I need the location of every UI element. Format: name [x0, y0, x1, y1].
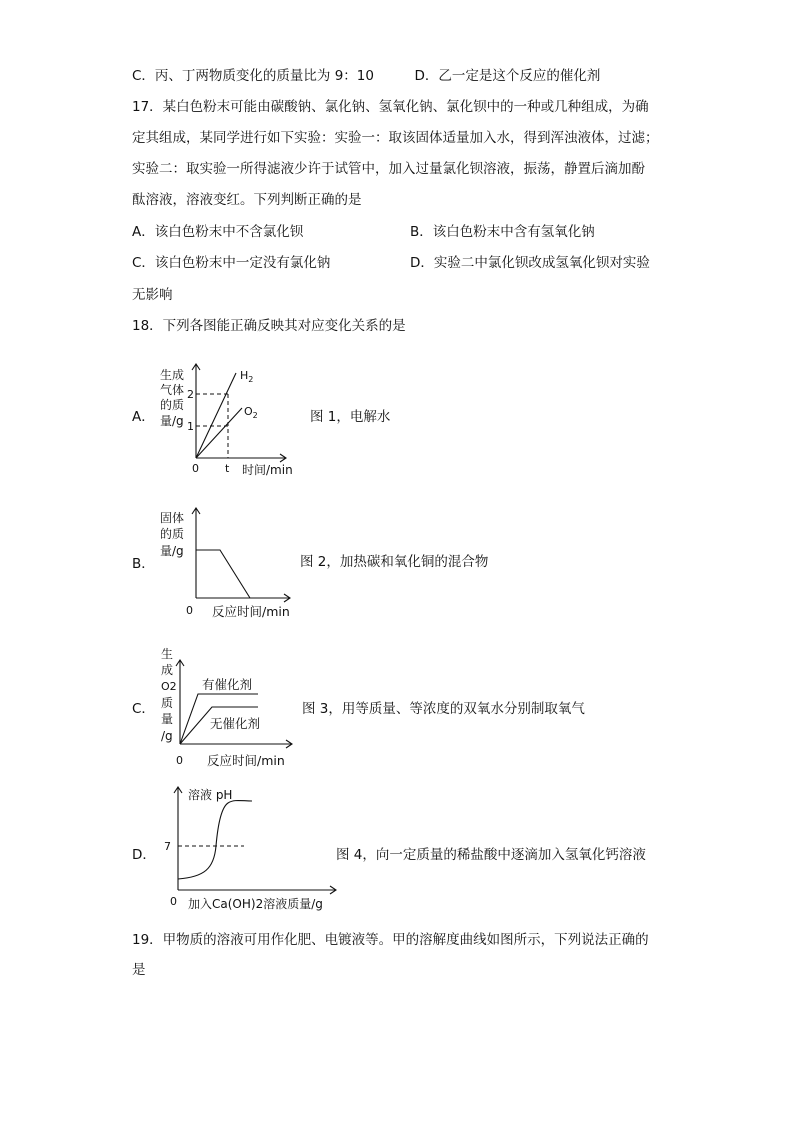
q17-option-d: D．实验二中氯化钡改成氢氧化钡对实验 — [410, 255, 650, 271]
fig2-origin: 0 — [186, 604, 193, 617]
fig3-caption: 图 3，用等质量、等浓度的双氧水分别制取氧气 — [302, 701, 585, 717]
fig1-ytick-1: 1 — [187, 420, 194, 433]
fig1-ylabel-1: 生成 — [160, 368, 185, 382]
fig4-xlabel: 加入Ca(OH)2溶液质量/g — [188, 897, 323, 911]
fig2-xlabel: 反应时间/min — [212, 604, 290, 619]
fig1-xtick-t: t — [225, 462, 230, 475]
fig1-h2-line — [196, 373, 236, 458]
fig1-xlabel: 时间/min — [242, 463, 293, 477]
fig4-ph-curve — [178, 801, 252, 880]
fig1-label-h2-sub: 2 — [248, 375, 254, 384]
fig3-ylabel-6: /g — [161, 729, 173, 743]
fig3-origin: 0 — [176, 754, 183, 767]
svg-text:H2 — [240, 369, 253, 384]
fig4-caption: 图 4，向一定质量的稀盐酸中逐滴加入氢氧化钙溶液 — [336, 847, 646, 863]
fig3-label-catalyst: 有催化剂 — [202, 677, 253, 692]
fig1-ylabel-4: 量/g — [160, 414, 184, 428]
svg-text:O2 — [244, 405, 258, 420]
fig3-ylabel-4: 质 — [161, 696, 174, 710]
fig2-ylabel-1: 固体 — [160, 511, 185, 525]
fig1-ytick-2: 2 — [187, 388, 194, 401]
figure-3-oxygen-graph — [150, 644, 310, 770]
q17-line-3: 实验二：取实验一所得滤液少许于试管中，加入过量氯化钡溶液，振荡，静置后滴加酚 — [132, 161, 645, 177]
fig3-ylabel-3: O2 — [161, 680, 177, 693]
q17-option-b: B．该白色粉末中含有氢氧化钠 — [410, 224, 595, 240]
fig1-label-o2-sub: 2 — [252, 411, 258, 420]
fig3-xlabel: 反应时间/min — [207, 753, 285, 768]
fig2-mass-line — [196, 550, 250, 598]
q17-option-d-cont: 无影响 — [132, 287, 173, 303]
fig4-origin: 0 — [170, 895, 177, 908]
q17-line-2: 定其组成，某同学进行如下实验：实验一：取该固体适量加入水，得到浑浊液体，过滤； — [132, 130, 659, 146]
figure-4-ph-graph — [160, 785, 360, 915]
fig2-ylabel-3: 量/g — [160, 544, 184, 558]
q16-options-cd: C．丙、丁两物质变化的质量比为 9：10 D．乙一定是这个反应的催化剂 — [132, 68, 601, 84]
fig3-ylabel-1: 生 — [161, 647, 174, 661]
fig1-label-h2: H — [240, 369, 249, 382]
q19-line-1: 19．甲物质的溶液可用作化肥、电镀液等。甲的溶解度曲线如图所示，下列说法正确的 — [132, 932, 649, 948]
fig1-o2-line — [196, 408, 242, 458]
fig3-label-no-catalyst: 无催化剂 — [210, 716, 261, 731]
q18-option-d-label: D． — [132, 847, 156, 863]
q18-option-b-label: B． — [132, 556, 155, 572]
fig2-caption: 图 2，加热碳和氧化铜的混合物 — [300, 554, 489, 570]
q17-line-1: 17．某白色粉末可能由碳酸钠、氯化钠、氢氧化钠、氯化钡中的一种或几种组成，为确 — [132, 99, 649, 115]
figure-1-electrolysis-graph — [150, 362, 300, 480]
q18-stem: 18．下列各图能正确反映其对应变化关系的是 — [132, 318, 406, 334]
fig1-origin: 0 — [192, 462, 199, 475]
q18-option-c-label: C． — [132, 701, 155, 717]
fig4-ytick-7: 7 — [164, 840, 171, 853]
q19-line-2: 是 — [132, 962, 146, 978]
fig4-ylabel: 溶液 pH — [188, 788, 233, 802]
fig3-ylabel-5: 量 — [161, 712, 174, 726]
fig3-ylabel-2: 成 — [161, 663, 174, 677]
fig1-caption: 图 1，电解水 — [310, 409, 391, 425]
fig1-ylabel-3: 的质 — [160, 398, 185, 412]
fig2-ylabel-2: 的质 — [160, 527, 185, 541]
q17-option-a: A．该白色粉末中不含氯化钡 — [132, 224, 304, 240]
q17-option-c: C．该白色粉末中一定没有氯化钠 — [132, 255, 331, 271]
q17-line-4: 酞溶液，溶液变红。下列判断正确的是 — [132, 192, 362, 208]
fig1-ylabel-2: 气体 — [160, 383, 185, 397]
fig1-label-o2: O — [244, 405, 253, 418]
figure-2-heating-graph — [150, 506, 310, 622]
q18-option-a-label: A． — [132, 409, 155, 425]
